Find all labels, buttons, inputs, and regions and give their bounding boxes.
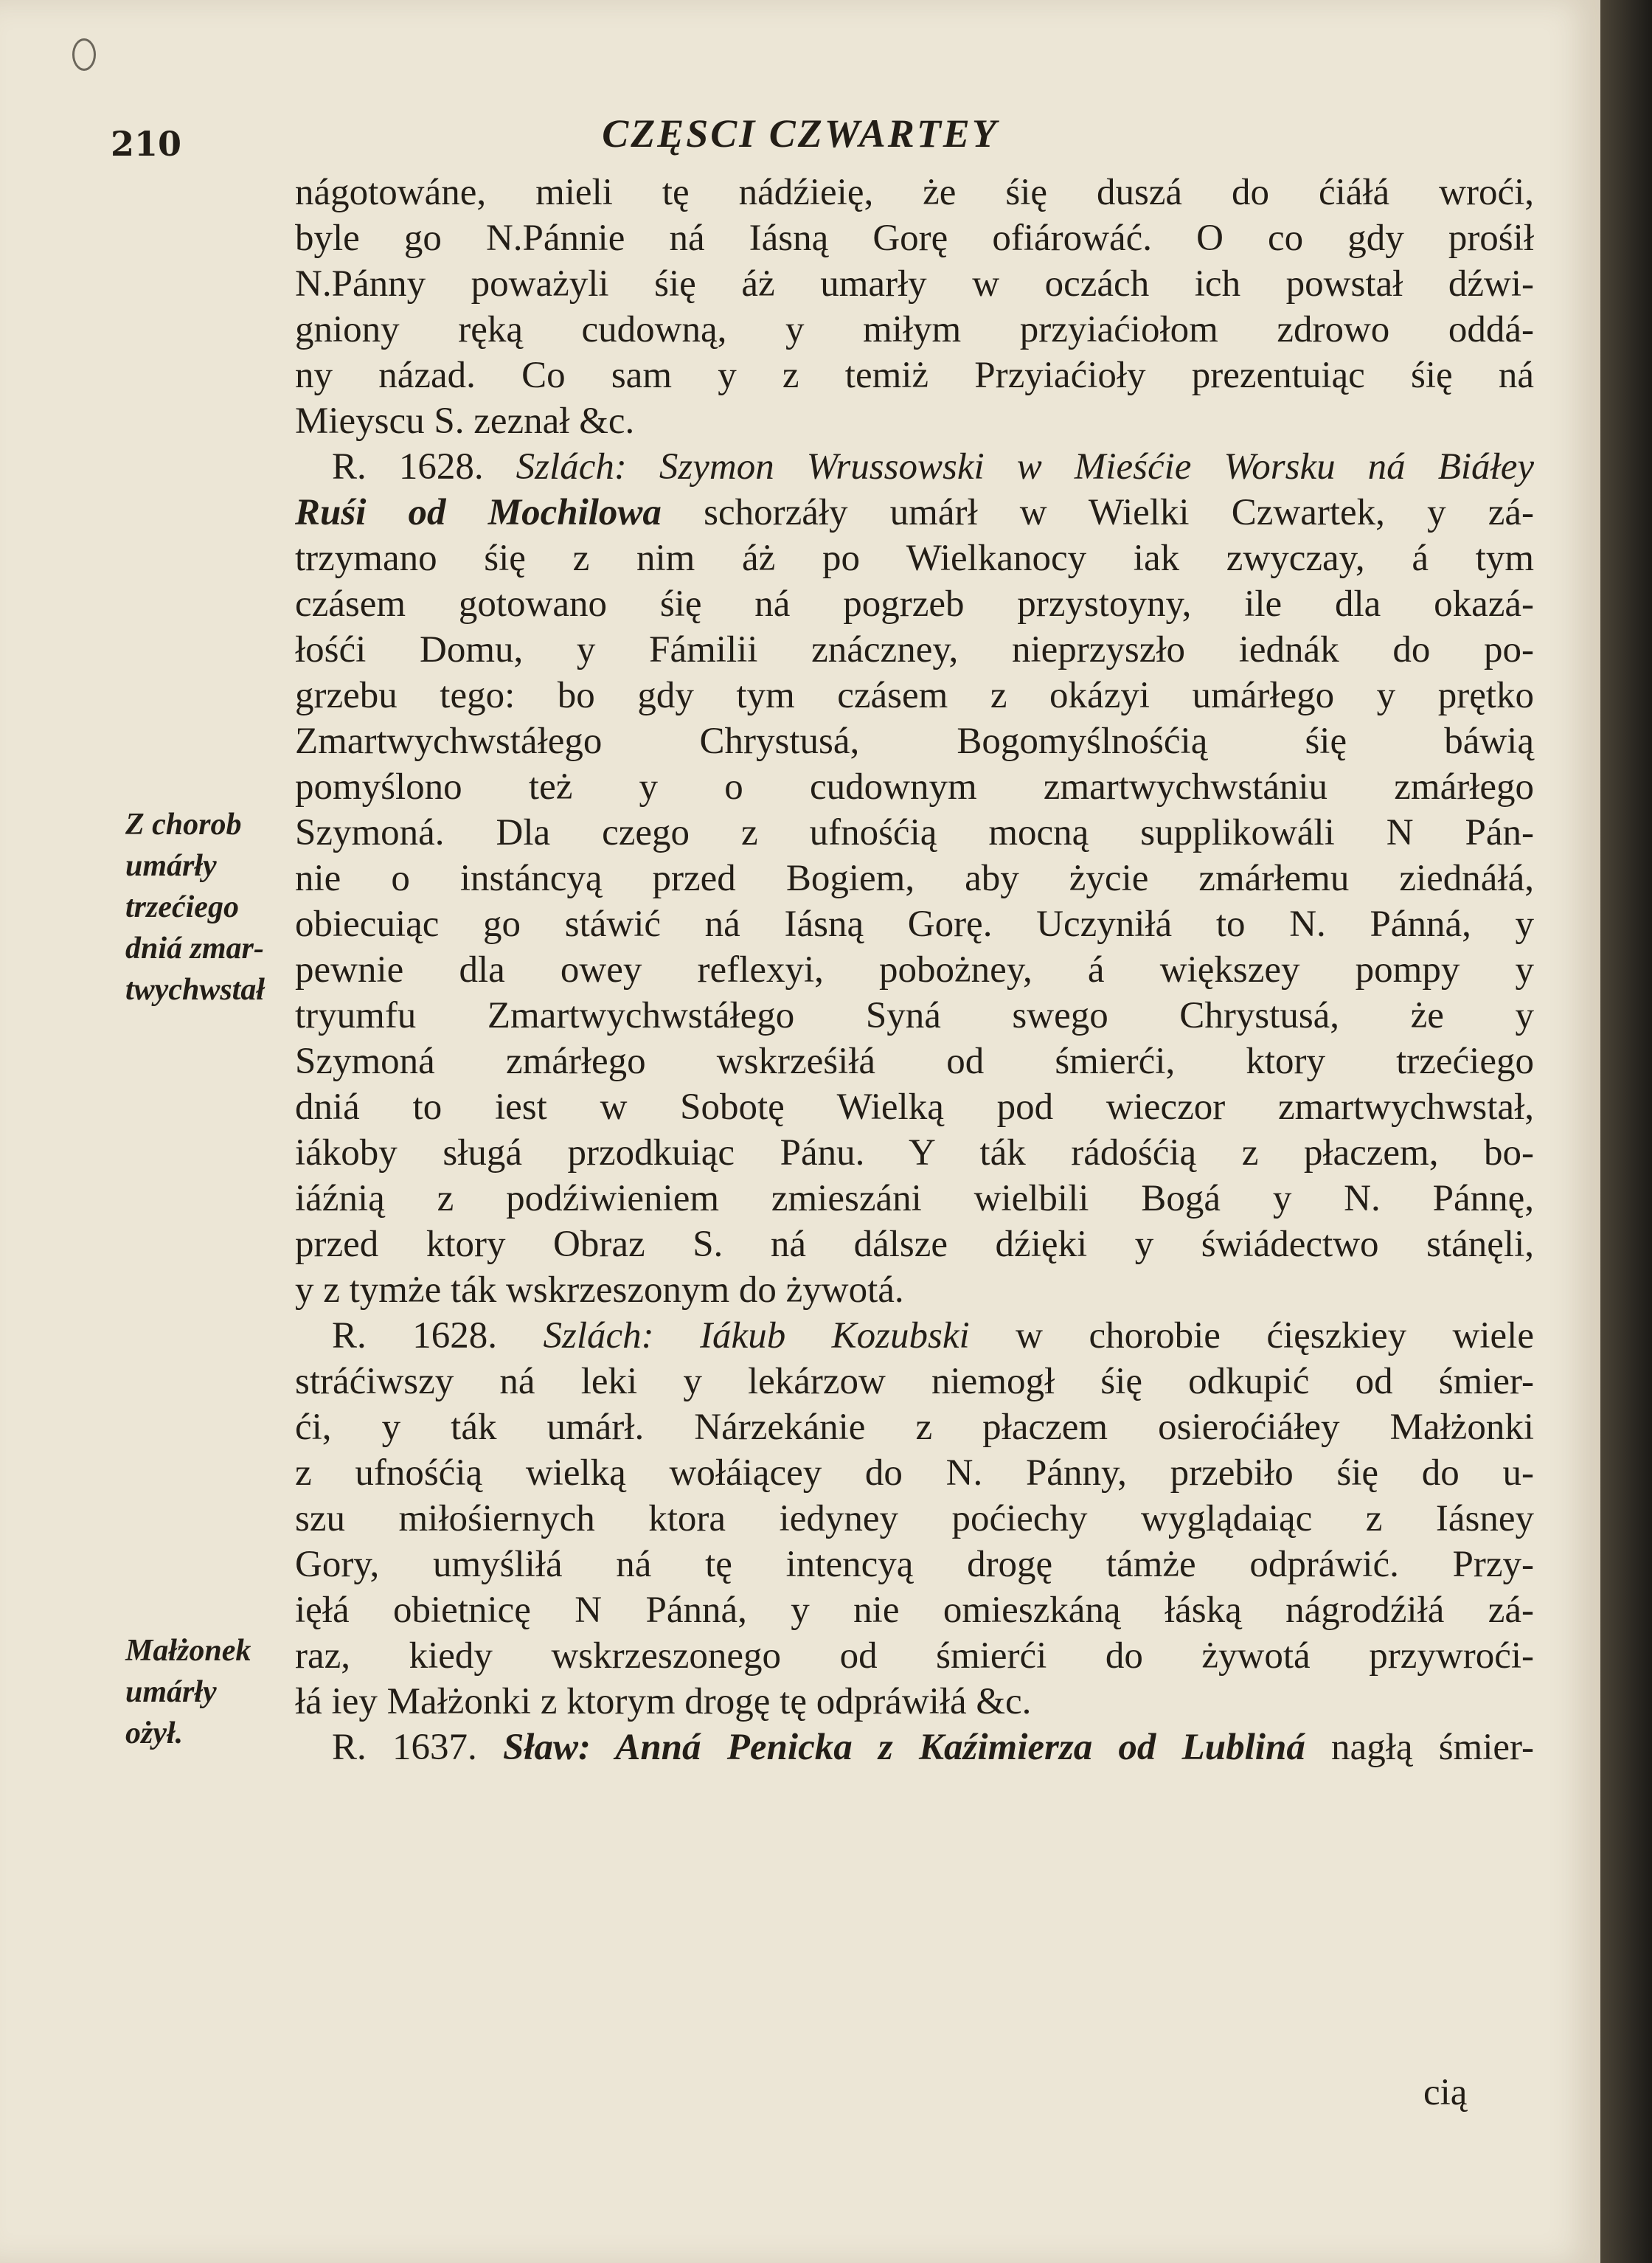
body-text: [295, 170, 1534, 1770]
page-number: 210: [111, 124, 182, 164]
running-head: CZĘSCI CZWARTEY: [602, 111, 999, 156]
text-line: dniá to iest w Sobotę Wielką pod wieczor zmartwychwstał,: [295, 1087, 1534, 1128]
text-line: tryumfu Zmartwychwstáłego Syná swego Chrystusá, że y: [295, 995, 1534, 1036]
text-line: gniony ręką cudowną, y miłym przyiaćiołom zdrowo oddá-: [295, 309, 1534, 350]
text-line: ny názad. Co sam y z temiż Przyiaćioły prezentuiąc śię ná: [295, 355, 1534, 396]
text-line: Mieyscu S. zeznał &c.: [295, 401, 635, 442]
text-line: ći, y ták umárł. Nárzekánie z płaczem osieroćiáłey Małżonki: [295, 1407, 1534, 1448]
book-spine: [1600, 0, 1652, 2263]
text-line: pewnie dla owey reflexyi, pobożney, á większey pompy y: [295, 949, 1534, 991]
text-line: Zmartwychwstáłego Chrystusá, Bogomyślnośćią śię báwią: [295, 721, 1534, 762]
text-line: N.Pánny poważyli śię áż umarły w oczách ich powstał dźwi-: [295, 263, 1534, 305]
italic-name: Szlách: Iákub Kozubski: [543, 1315, 970, 1356]
italic-place: Ruśi od Mochilowa: [295, 492, 662, 533]
text-line: stráćiwszy ná leki y lekárzow niemogł śię odkupić od śmier-: [295, 1361, 1534, 1402]
text-line: trzymano śię z nim áż po Wielkanocy iak zwyczay, á tym: [295, 538, 1534, 579]
text-line: Ruśi od Mochilowa schorzáły umárł w Wielki Czwartek, y zá-: [295, 492, 1534, 533]
text-line: ięłá obietnicę N Pánná, y nie omieszkáną łáską nágrodźiłá zá-: [295, 1590, 1534, 1631]
text-line: raz, kiedy wskrzeszonego od śmierći do żywotá przywroći-: [295, 1635, 1534, 1677]
text-line: łá iey Małżonki z ktorym drogę tę odpráwiłá &c.: [295, 1681, 1032, 1722]
text-line: przed ktory Obraz S. ná dálsze dźięki y świádectwo stánęli,: [295, 1224, 1534, 1265]
text-line: iáźnią z podźiwieniem zmieszáni wielbili Bogá y N. Pánnę,: [295, 1178, 1534, 1219]
text-line: grzebu tego: bo gdy tym czásem z okázyi umárłego y prętko: [295, 675, 1534, 716]
text-line: łośći Domu, y Fámilii znáczney, nieprzyszło iednák do po-: [295, 629, 1534, 670]
text-line: Gory, umyśliłá ná tę intencyą drogę támże odpráwić. Przy-: [295, 1544, 1534, 1585]
text-line: R. 1637. Sław: Anná Penicka z Kaźimierza od Lubliná nagłą śmier-: [332, 1727, 1534, 1768]
text-line: czásem gotowano śię ná pogrzeb przystoyny, ile dla okazá-: [295, 583, 1534, 625]
text-line: R. 1628. Szlách: Iákub Kozubski w chorobie ćięszkiey wiele: [332, 1315, 1534, 1356]
circle-mark-icon: [72, 38, 96, 71]
margin-note-husband: Małżonek umárły ożył.: [125, 1634, 251, 1750]
catchword: cią: [1423, 2072, 1468, 2113]
text-line: nágotowáne, mieli tę nádźieię, że śię duszá do ćiáłá wroći,: [295, 172, 1534, 213]
text-line: iákoby sługá przodkuiąc Pánu. Y ták rádośćią z płaczem, bo-: [295, 1132, 1534, 1174]
text-line: Szymoná zmárłego wskrześiłá od śmierći, ktory trzećiego: [295, 1041, 1534, 1082]
text-line: y z tymże ták wskrzeszonym do żywotá.: [295, 1269, 904, 1311]
text-line: obiecuiąc go stáwić ná Iásną Gorę. Uczyniłá to N. Pánná, y: [295, 904, 1534, 945]
text-line: byle go N.Pánnie ná Iásną Gorę ofiárowáć. O co gdy prośił: [295, 218, 1534, 259]
italic-name: Sław: Anná Penicka z Kaźimierza od Lubliná: [502, 1727, 1305, 1768]
text-line: R. 1628. Szlách: Szymon Wrussowski w Mieśćie Worsku ná Biáłey: [332, 446, 1534, 488]
text-line: nie o instáncyą przed Bogiem, aby życie zmárłemu ziednáłá,: [295, 858, 1534, 899]
text-line: Szymoná. Dla czego z ufnośćią mocną supplikowáli N Pán-: [295, 812, 1534, 853]
text-line: pomyślono też y o cudownym zmartwychwstániu zmárłego: [295, 766, 1534, 808]
italic-name: Szlách: Szymon Wrussowski w Mieśćie Worsku ná Biáłey: [516, 446, 1534, 488]
margin-note-resurrection: Z chorob umárły trzećiego dniá zmar- twychwstał: [125, 808, 266, 1007]
text-line: szu miłośiernych ktora iedyney poćiechy wyglądaiąc z Iásney: [295, 1498, 1534, 1539]
text-line: z ufnośćią wielką wołáiącey do N. Pánny, przebiło śię do u-: [295, 1452, 1534, 1494]
